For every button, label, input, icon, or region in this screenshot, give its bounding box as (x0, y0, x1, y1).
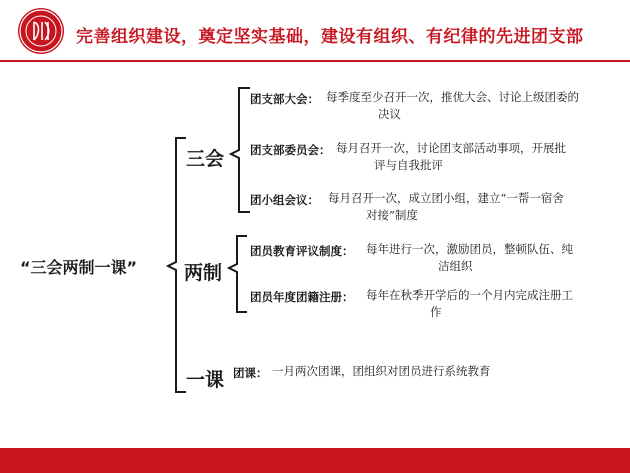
item-label: 团支部大会： (250, 92, 319, 106)
desc-line: 作 (430, 305, 442, 319)
branch-sanhui-label: 三会 (186, 148, 225, 170)
footer-bar (0, 448, 630, 473)
item-label: 团员年度团籍注册： (250, 290, 354, 304)
item-label: 团员教育评议制度： (250, 244, 354, 258)
page-title: 完善组织建设，奠定坚实基础，建设有组织、有纪律的先进团支部 (76, 27, 584, 47)
desc-line: 每季度至少召开一次，推优大会、讨论上级团委的 (326, 90, 579, 104)
branch-liangzhi-label: 两制 (184, 262, 223, 284)
desc-line: 决议 (378, 107, 401, 121)
desc-line: 洁组织 (438, 259, 473, 273)
desc-line: 对接”制度 (366, 208, 418, 222)
item-description (366, 241, 573, 275)
desc-line: 每年进行一次，激励团员，整顿队伍、纯 (366, 242, 573, 256)
branch-yike-label: 一课 (186, 369, 225, 391)
desc-line: 一月两次团课，团组织对团员进行系统教育 (272, 364, 491, 378)
item-label: 团小组会议： (250, 193, 319, 207)
item-description (326, 89, 579, 123)
brace-liangzhi (229, 236, 247, 312)
desc-line: 评与自我批评 (374, 158, 443, 172)
desc-line: 每月召开一次，成立团小组，建立“一帮一宿舍 (328, 191, 564, 205)
item-label: 团支部委员会： (250, 143, 331, 157)
desc-line: 每年在秋季开学后的一个月内完成注册工 (366, 288, 573, 302)
item-description (336, 140, 566, 174)
diagram-root-label: “三会两制一课” (20, 258, 138, 277)
desc-line: 每月召开一次，讨论团支部活动事项，开展批 (336, 141, 566, 155)
item-description (366, 287, 573, 321)
item-description (328, 190, 564, 224)
item-label: 团课： (233, 366, 268, 380)
item-description (272, 363, 491, 380)
brace-sanhui (231, 88, 250, 212)
